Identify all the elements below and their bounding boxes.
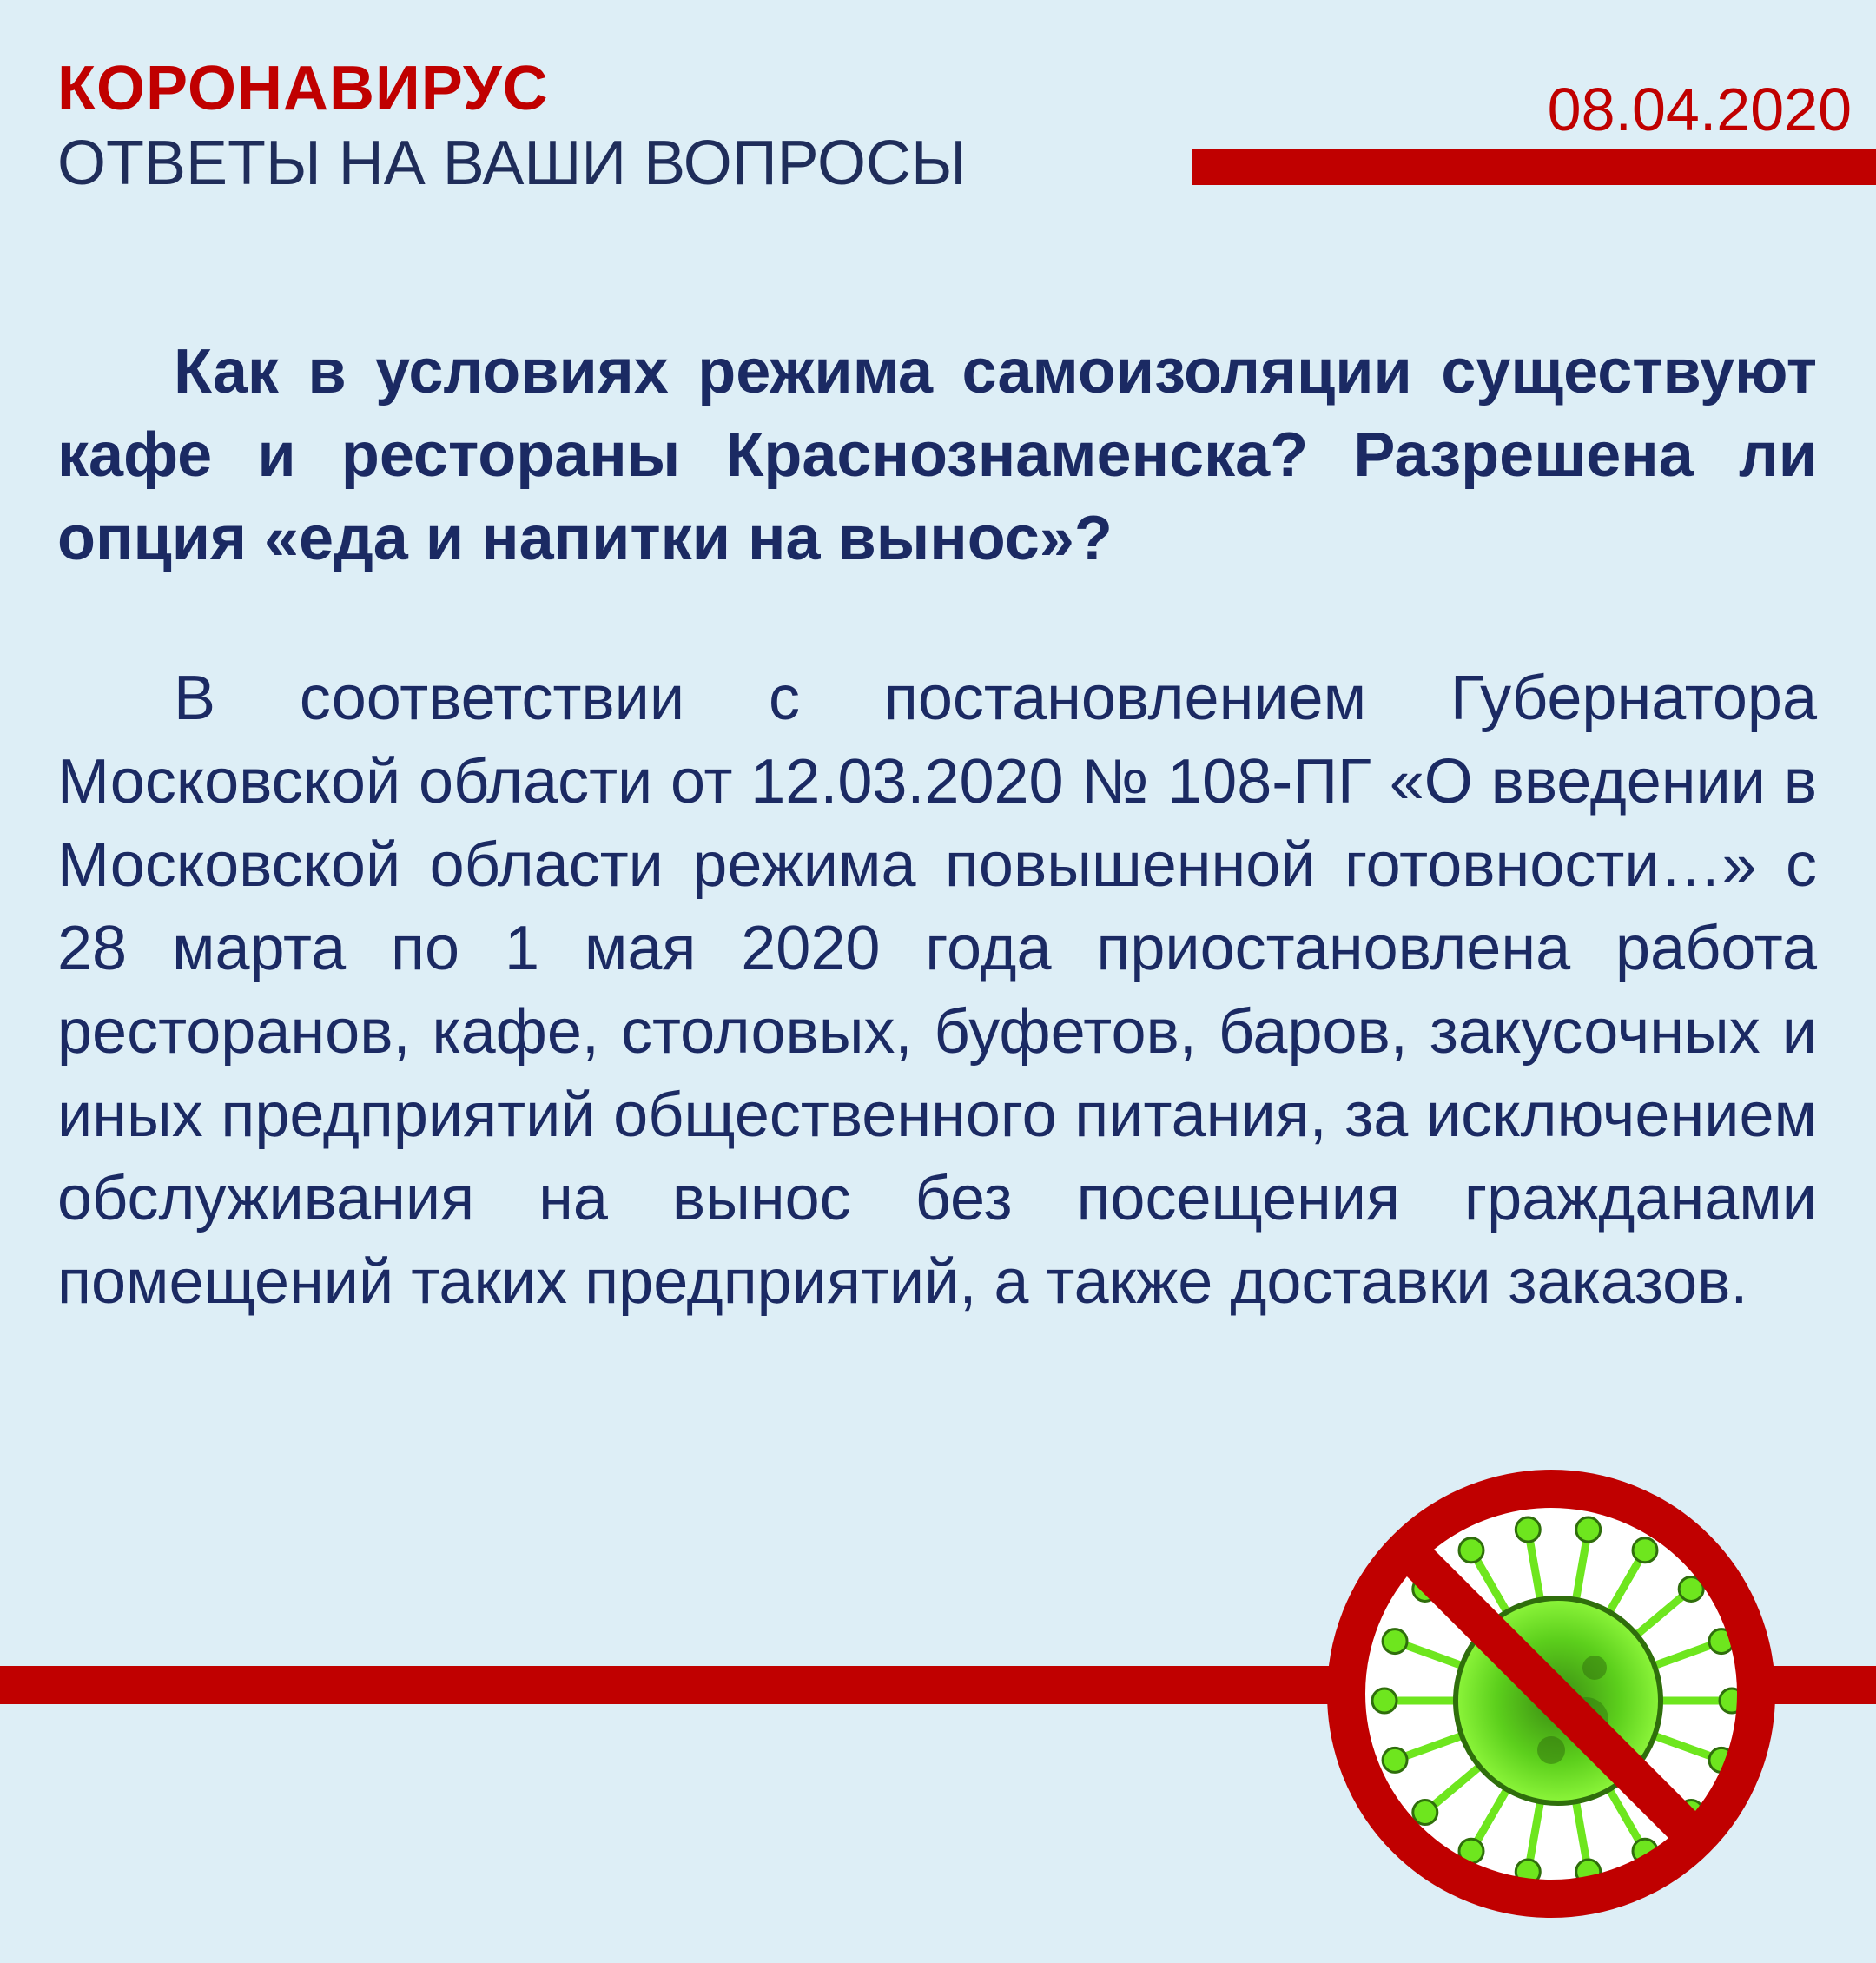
- no-virus-icon: [1282, 1424, 1820, 1963]
- header-divider: [1192, 149, 1876, 185]
- header-title: КОРОНАВИРУС: [57, 54, 549, 123]
- header-date: 08.04.2020: [1547, 76, 1852, 143]
- answer-text: В соответствии с постановлением Губернатора Московской области от 12.03.2020 № 108-ПГ «О введении в Московской области режима повышенной готовности…» с 28 марта по 1 мая 2020 года приостановлена работа ресторанов, кафе, столовых, буфетов, баров, закусочных и иных предприятий общественного питания, за исключением обслуживания на вынос без посещения гражданами помещений таких предприятий, а также доставки заказов.: [57, 664, 1817, 1317]
- header-subtitle: ОТВЕТЫ НА ВАШИ ВОПРОСЫ: [57, 129, 967, 198]
- question-text: Как в условиях режима самоизоляции существуют кафе и рестораны Краснознаменска? Разрешена ли опция «еда и напитки на вынос»?: [57, 337, 1817, 573]
